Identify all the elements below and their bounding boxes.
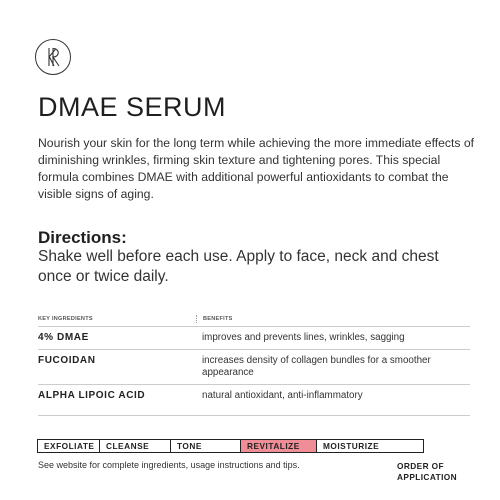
step-exfoliate: EXFOLIATE <box>38 440 100 452</box>
ingredient-name: FUCOIDAN <box>38 355 96 366</box>
ingredient-benefit: increases density of collagen bundles for a smoother appearance <box>202 355 431 378</box>
step-revitalize-active: REVITALIZE <box>241 440 317 452</box>
footnote: See website for complete ingredients, usage instructions and tips. <box>38 460 300 470</box>
ingredient-name: 4% DMAE <box>38 332 89 343</box>
order-label-text: ORDER OF APPLICATION <box>397 461 458 482</box>
product-title: DMAE SERUM <box>38 92 227 122</box>
application-steps-bar <box>37 439 424 453</box>
step-moisturize: MOISTURIZE <box>323 441 380 451</box>
kr-logo-icon <box>34 38 72 76</box>
directions-heading: Directions: <box>38 228 127 247</box>
header-key-ingredients: KEY INGREDIENTS <box>38 315 93 322</box>
step-cleanse: CLEANSE <box>100 440 171 452</box>
header-benefits: BENEFITS <box>196 315 470 323</box>
ingredients-table-header <box>38 311 470 327</box>
product-description: Nourish your skin for the long term while achieving the more immediate effects of diminishing wrinkles, firming skin texture and tightening pores. This special formula combines DMAE with additional powerful antioxidants to combat the visible signs of aging. <box>38 136 475 201</box>
directions-text: Shake well before each use. Apply to face, neck and chest once or twice daily. <box>38 248 439 285</box>
ingredients-table <box>38 311 470 416</box>
step-tone: TONE <box>171 440 241 452</box>
table-row <box>38 327 470 350</box>
ingredient-benefit: improves and prevents lines, wrinkles, sagging <box>202 332 405 343</box>
ingredient-benefit: natural antioxidant, anti-inflammatory <box>202 390 363 401</box>
ingredient-name: ALPHA LIPOIC ACID <box>38 390 146 401</box>
table-row <box>38 385 470 416</box>
order-of-application-label <box>397 461 458 483</box>
table-row <box>38 350 470 385</box>
